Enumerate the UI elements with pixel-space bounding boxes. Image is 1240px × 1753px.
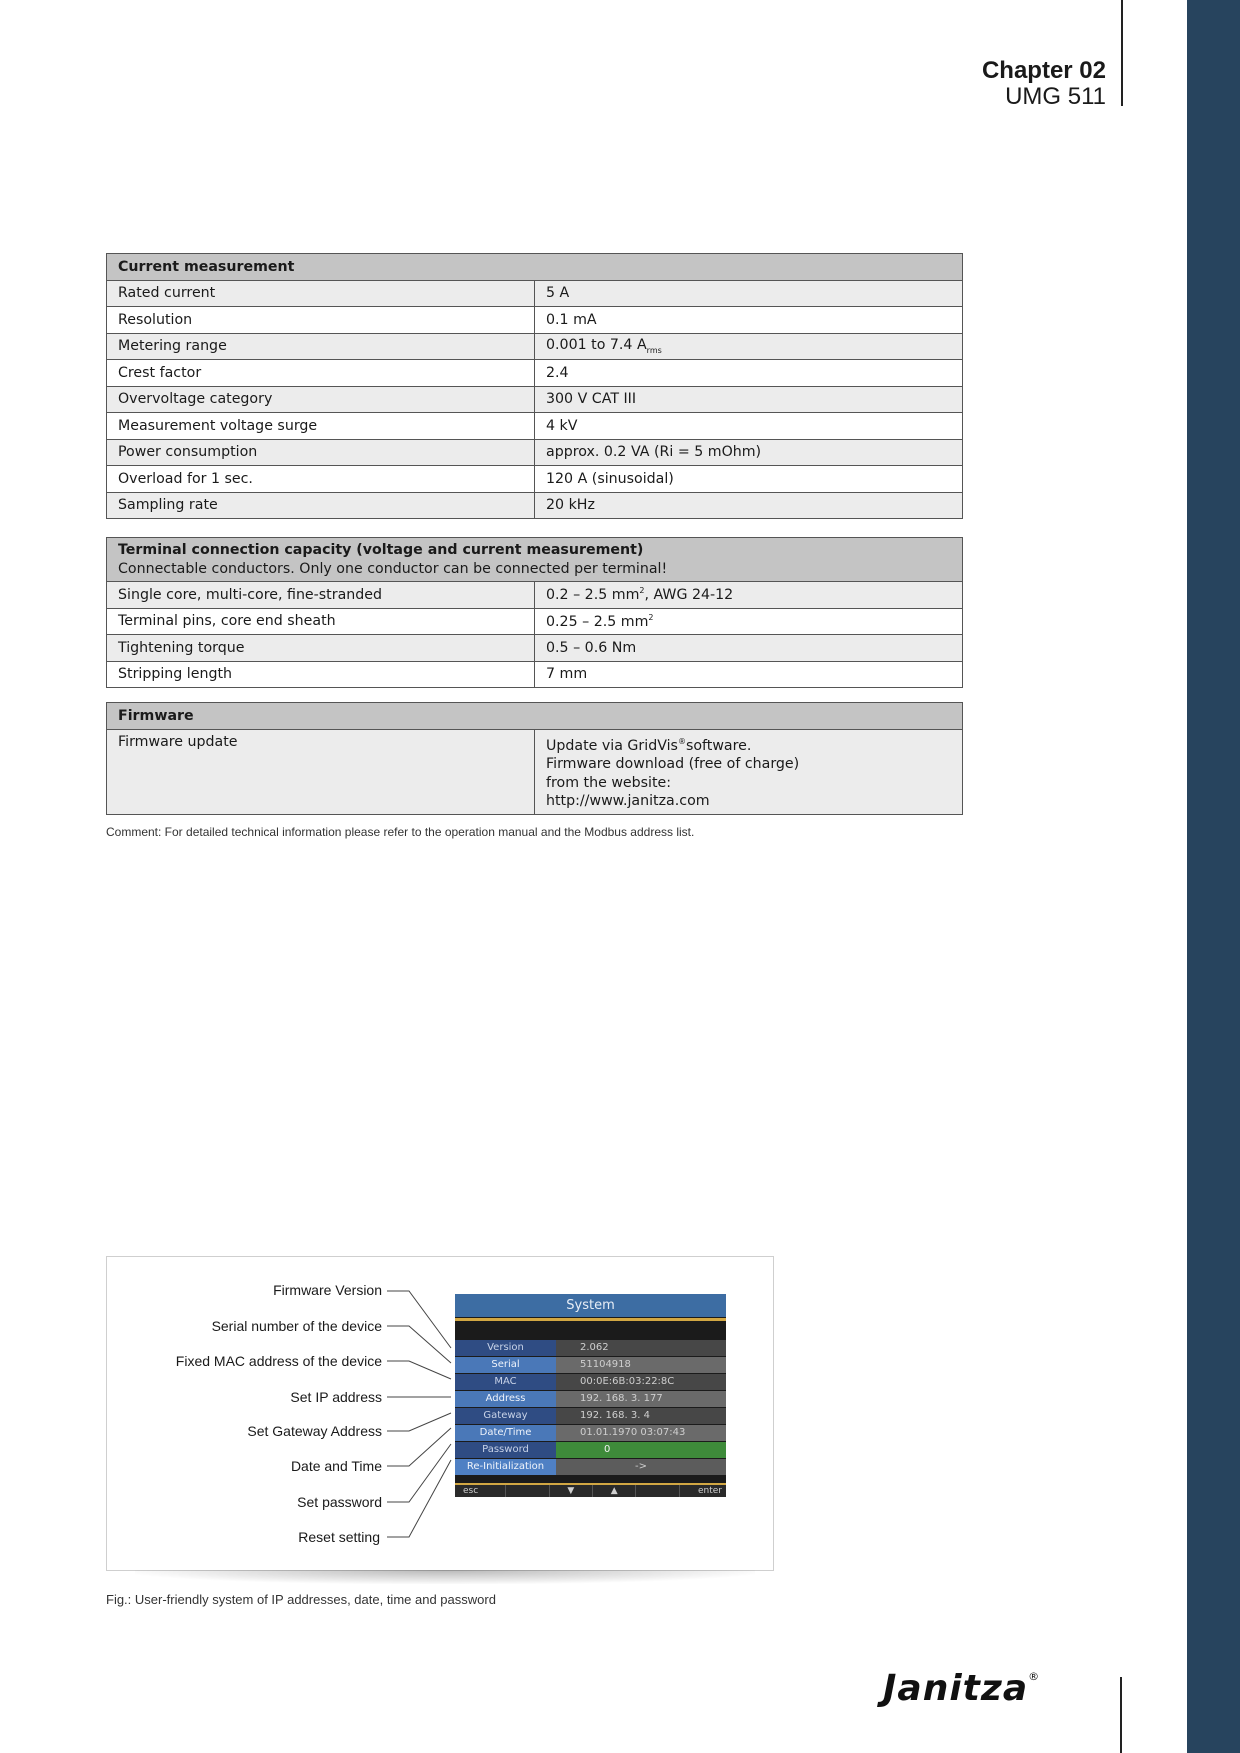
row-value: 4 kV [535, 413, 963, 440]
firmware-line-1 [546, 733, 951, 756]
leader-line [387, 1428, 451, 1466]
figure-label: Set Gateway Address [247, 1423, 382, 1439]
firmware-line-2: Firmware download (free of charge) [546, 756, 800, 772]
side-color-bar [1187, 0, 1240, 1753]
current-measurement-table [106, 253, 963, 519]
row-label: Terminal pins, core end sheath [107, 608, 535, 635]
row-value: 0.5 – 0.6 Nm [535, 635, 963, 662]
screen-value: 51104918 [556, 1357, 726, 1373]
screen-divider [455, 1318, 726, 1321]
table-row [107, 307, 963, 334]
row-label: Stripping length [107, 661, 535, 688]
screen-title: System [455, 1294, 726, 1317]
row-value: 0.1 mA [535, 307, 963, 334]
table-row [107, 582, 963, 609]
table-row [107, 635, 963, 662]
figure-label: Date and Time [290, 1458, 382, 1474]
screen-value: 01.01.1970 03:07:43 [556, 1425, 726, 1441]
row-label: Firmware update [107, 729, 535, 814]
screen-key: MAC [455, 1374, 556, 1390]
janitza-logo [883, 1668, 1039, 1709]
value-text: 0.2 – 2.5 mm [546, 587, 640, 604]
firmware-url: http://www.janitza.com [546, 793, 710, 809]
table-heading-title: Terminal connection capacity (voltage and current measurement) [118, 542, 644, 558]
screen-value: 2.062 [556, 1340, 726, 1356]
screen-row-version [455, 1340, 726, 1356]
row-value: 5 A [535, 280, 963, 307]
screen-row-reinit [455, 1459, 726, 1475]
value-superscript: 2 [648, 612, 654, 622]
row-label: Single core, multi-core, fine-stranded [107, 582, 535, 609]
row-label: Resolution [107, 307, 535, 334]
screen-row-datetime [455, 1425, 726, 1441]
row-value: approx. 0.2 VA (Ri = 5 mOhm) [535, 439, 963, 466]
page-header [982, 58, 1106, 110]
row-value [535, 729, 963, 814]
screen-row-address [455, 1391, 726, 1407]
logo-mark: ® [1028, 1670, 1040, 1683]
leader-line [387, 1460, 451, 1537]
figure-label: Serial number of the device [211, 1318, 382, 1334]
screen-softkeys [455, 1485, 726, 1497]
softkey-blank [506, 1485, 549, 1497]
leader-line [387, 1326, 451, 1363]
softkey-enter: enter [680, 1485, 726, 1497]
row-value: 7 mm [535, 661, 963, 688]
table-row [107, 608, 963, 635]
row-label: Measurement voltage surge [107, 413, 535, 440]
screen-key: Serial [455, 1357, 556, 1373]
table-row [107, 492, 963, 519]
table-row [107, 333, 963, 360]
leader-line [387, 1361, 451, 1379]
value-text: software. [685, 737, 752, 754]
table-row [107, 280, 963, 307]
row-value [535, 608, 963, 635]
row-value [535, 582, 963, 609]
softkey-down: ▼ [550, 1485, 593, 1497]
value-superscript: 2 [639, 586, 645, 596]
screen-key: Address [455, 1391, 556, 1407]
table-heading: Current measurement [107, 254, 963, 281]
table-row [107, 439, 963, 466]
row-value: 20 kHz [535, 492, 963, 519]
figure-box [106, 1256, 774, 1571]
screen-value: 192. 168. 3. 4 [556, 1408, 726, 1424]
value-text: Update via GridVis [546, 737, 678, 754]
table-row [107, 386, 963, 413]
table-row [107, 413, 963, 440]
row-label: Power consumption [107, 439, 535, 466]
figure-label: Firmware Version [273, 1282, 382, 1298]
screen-key: Password [455, 1442, 556, 1458]
firmware-table [106, 702, 963, 815]
figure-label: Set password [297, 1494, 382, 1510]
row-value [535, 333, 963, 360]
value-suffix: , AWG 24-12 [644, 587, 734, 604]
softkey-esc: esc [455, 1485, 506, 1497]
table-row [107, 466, 963, 493]
table-row [107, 661, 963, 688]
screen-key: Re-Initialization [455, 1459, 556, 1475]
screen-value: 0 [556, 1442, 726, 1458]
table-heading-note: Connectable conductors. Only one conductor can be connected per terminal! [118, 560, 668, 577]
screen-row-gateway [455, 1408, 726, 1424]
figure-caption: Fig.: User-friendly system of IP addresses, date, time and password [106, 1592, 496, 1607]
footer-rule [1120, 1677, 1122, 1753]
chapter-title: Chapter 02 [981, 57, 1106, 84]
softkey-up: ▲ [593, 1485, 636, 1497]
screen-value: 00:0E:6B:03:22:8C [556, 1374, 726, 1390]
comment-note: Comment: For detailed technical information please refer to the operation manual and the Modbus address list. [106, 825, 695, 839]
registered-mark: ® [677, 736, 686, 746]
logo-text: Janitza [883, 1668, 1029, 1709]
row-label: Sampling rate [107, 492, 535, 519]
screen-key: Gateway [455, 1408, 556, 1424]
model-name: UMG 511 [1005, 83, 1106, 110]
value-text: 0.001 to 7.4 A [546, 337, 647, 354]
screen-value: -> [556, 1459, 726, 1475]
screen-row-mac [455, 1374, 726, 1390]
header-rule [1121, 0, 1123, 106]
screen-row-password [455, 1442, 726, 1458]
value-text: 0.25 – 2.5 mm [546, 613, 649, 630]
device-screen [455, 1294, 726, 1497]
row-value: 2.4 [535, 360, 963, 387]
row-label: Rated current [107, 280, 535, 307]
screen-key: Date/Time [455, 1425, 556, 1441]
value-subscript: rms [646, 346, 662, 356]
firmware-line-3: from the website: [546, 774, 672, 791]
screen-row-serial [455, 1357, 726, 1373]
table-heading: Firmware [107, 703, 963, 730]
row-label: Overload for 1 sec. [107, 466, 535, 493]
row-label: Tightening torque [107, 635, 535, 662]
table-row [107, 729, 963, 814]
row-label: Metering range [107, 333, 535, 360]
softkey-blank [636, 1485, 679, 1497]
leader-line [387, 1291, 451, 1348]
figure-label: Reset setting [298, 1529, 380, 1545]
table-row [107, 360, 963, 387]
row-label: Crest factor [107, 360, 535, 387]
screen-value: 192. 168. 3. 177 [556, 1391, 726, 1407]
leader-line [387, 1444, 451, 1502]
figure-label: Fixed MAC address of the device [175, 1353, 382, 1369]
row-value: 120 A (sinusoidal) [535, 466, 963, 493]
table-heading [107, 538, 963, 582]
terminal-capacity-table [106, 537, 963, 688]
row-value: 300 V CAT III [535, 386, 963, 413]
figure-label: Set IP address [290, 1389, 382, 1405]
leader-line [387, 1413, 451, 1431]
figure-shadow [135, 1570, 755, 1584]
screen-key: Version [455, 1340, 556, 1356]
row-label: Overvoltage category [107, 386, 535, 413]
